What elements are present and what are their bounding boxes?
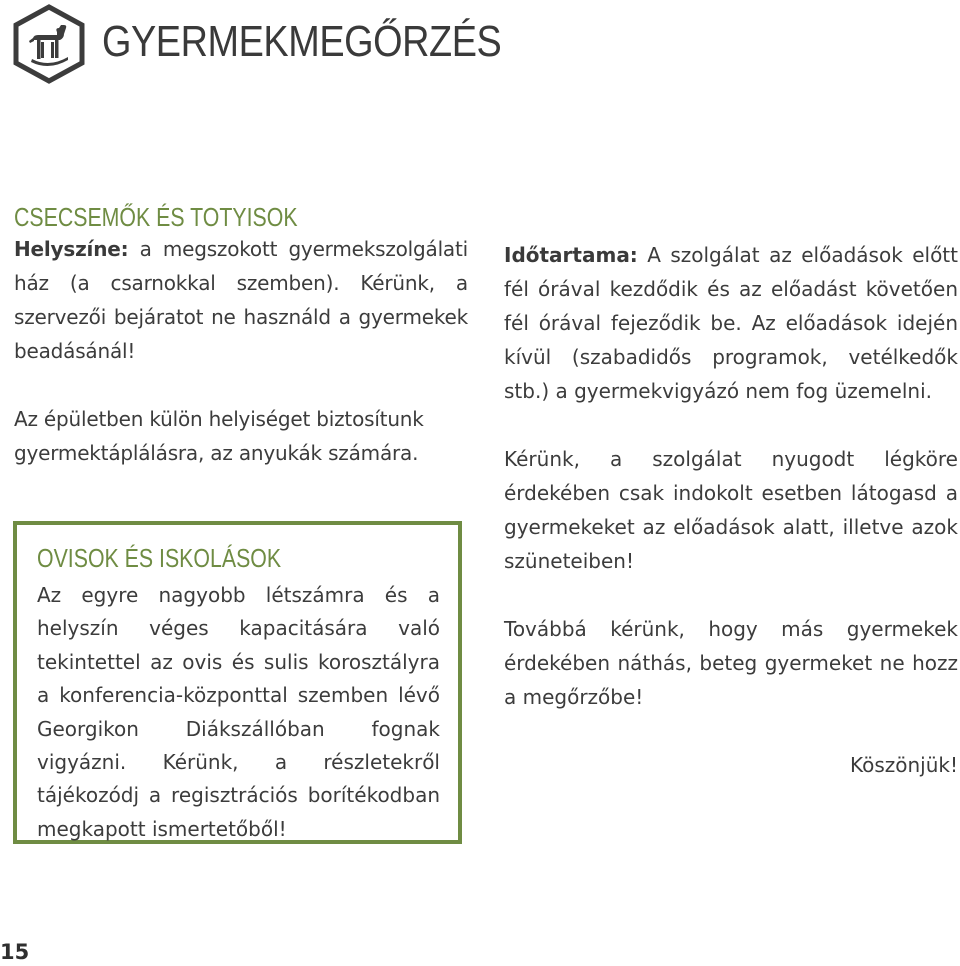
thanks-text: Köszönjük! — [849, 753, 958, 777]
section-duration — [504, 238, 958, 816]
section-title-infants: CSECSEMŐK ÉS TOTYISOK — [14, 202, 298, 232]
location-label: Helyszíne: — [14, 237, 129, 261]
duration-paragraph — [504, 238, 958, 408]
page-title: GYERMEKMEGŐRZÉS — [102, 17, 502, 66]
duration-label: Időtartama: — [504, 243, 638, 267]
section-title-kids: OVISOK ÉS ISKOLÁSOK — [37, 543, 282, 573]
feeding-room-note: Az épületben külön helyiséget biztosítunk gyermektáplálásra, az anyukák számára. — [14, 407, 424, 465]
section-infants — [14, 202, 468, 470]
section-kids-box — [13, 521, 462, 844]
kids-paragraph: Az egyre nagyobb létszámra és a helyszín véges kapacitására való tekintettel az ovis és sulis korosztályra a konferencia-központtal szemben lévő Georgikon Diákszállóban fognak vigyázni. Kérünk, a részletekről tájékozódj a regisztrációs borítékodban megkapott ismertetőből! — [37, 583, 440, 841]
page-header — [12, 4, 86, 84]
rocking-horse-icon — [12, 4, 86, 84]
visit-paragraph: Kérünk, a szolgálat nyugodt légköre érdekében csak indokolt esetben látogasd a gyermekeket az előadások alatt, illetve azok szüneteiben! — [504, 447, 958, 573]
page-number: 15 — [0, 940, 30, 964]
sick-child-paragraph: Továbbá kérünk, hogy más gyermekek érdekében náthás, beteg gyermeket ne hozz a megőrzőbe! — [504, 617, 958, 709]
duration-text: A szolgálat az előadások előtt fél órával kezdődik és az előadást követően fél órával fejeződik be. Az előadások idején kívül (szabadidős programok, vetélkedők stb.) a gyermekvigyázó nem fog üzemelni. — [504, 243, 958, 403]
location-paragraph — [14, 232, 468, 368]
location-text: a megszokott gyermekszolgálati ház (a csarnokkal szemben). Kérünk, a szervezői bejáratot ne használd a gyermekek beadásánál! — [14, 237, 468, 363]
